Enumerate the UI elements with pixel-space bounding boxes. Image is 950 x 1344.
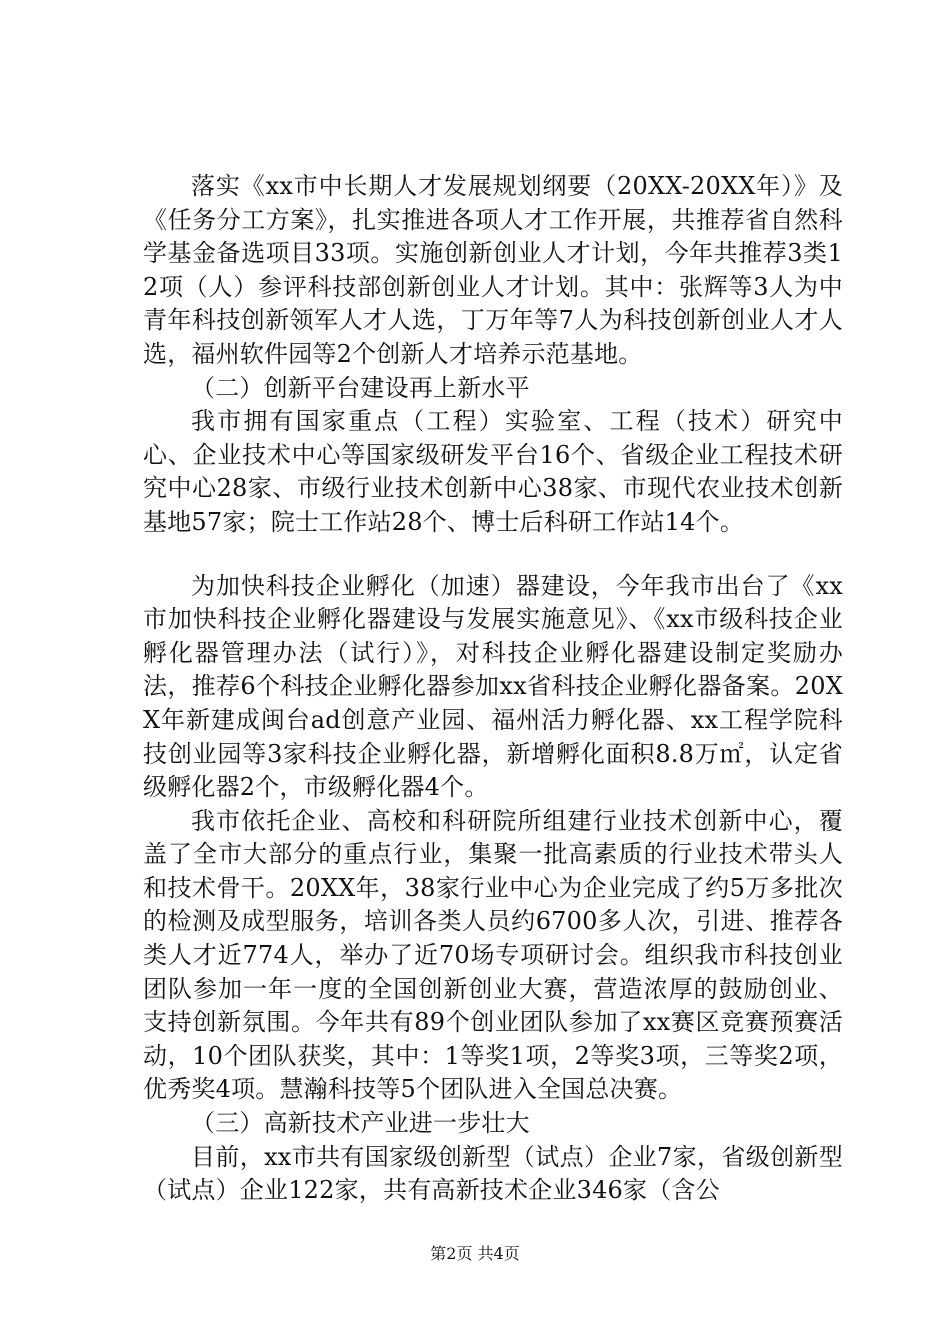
paragraph-incubators: 为加快科技企业孵化（加速）器建设，今年我市出台了《xx市加快科技企业孵化器建设与发展实施意见》、《xx市级科技企业孵化器管理办法（试行）》，对科技企业孵化器建设制定奖励办法，推荐6个科技企业孵化器参加xx省科技企业孵化器备案。20XX年新建成闽台ad创意产业园、福州活力孵化器、xx工程学院科技创业园等3家科技企业孵化器，新增孵化面积8.8万㎡，认定省级孵化器2个，市级孵化器4个。	[143, 571, 843, 802]
paragraph-industry-centers: 我市依托企业、高校和科研院所组建行业技术创新中心，覆盖了全市大部分的重点行业，集聚一批高素质的行业技术带头人和技术骨干。20XX年，38家行业中心为企业完成了约5万多批次的检测及成型服务，培训各类人员约6700多人次，引进、推荐各类人才近774人，举办了近70场专项研讨会。组织我市科技创业团队参加一年一度的全国创新创业大赛，营造浓厚的鼓励创业、支持创新氛围。今年共有89个创业团队参加了xx赛区竞赛预赛活动，10个团队获奖，其中：1等奖1项，2等奖3项，三等奖2项，优秀奖4项。慧瀚科技等5个团队进入全国总决赛。	[143, 806, 843, 1104]
document-body	[143, 170, 843, 1208]
page-number-footer: 第2页 共4页	[430, 1244, 520, 1263]
paragraph-gap	[143, 540, 843, 570]
section-heading-high-tech-industry: （三）高新技术产业进一步壮大	[191, 1109, 530, 1138]
paragraph-talent-plan: 落实《xx市中长期人才发展规划纲要（20XX-20XX年）》及《任务分工方案》，扎实推进各项人才工作开展，共推荐省自然科学基金备选项目33项。实施创新创业人才计划，今年共推荐3类12项（人）参评科技部创新创业人才计划。其中：张辉等3人为中青年科技创新领军人才人选，丁万年等7人为科技创新创业人才人选，福州软件园等2个创新人才培养示范基地。	[143, 172, 843, 368]
paragraph-research-platforms: 我市拥有国家重点（工程）实验室、工程（技术）研究中心、企业技术中心等国家级研发平台16个、省级企业工程技术研究中心28家、市级行业技术创新中心38家、市现代农业技术创新基地57家；院士工作站28个、博士后科研工作站14个。	[143, 407, 843, 536]
paragraph-high-tech-enterprises: 目前，xx市共有国家级创新型（试点）企业7家，省级创新型（试点）企业122家，共有高新技术企业346家（含公	[143, 1142, 843, 1205]
section-heading-innovation-platform: （二）创新平台建设再上新水平	[191, 373, 530, 402]
